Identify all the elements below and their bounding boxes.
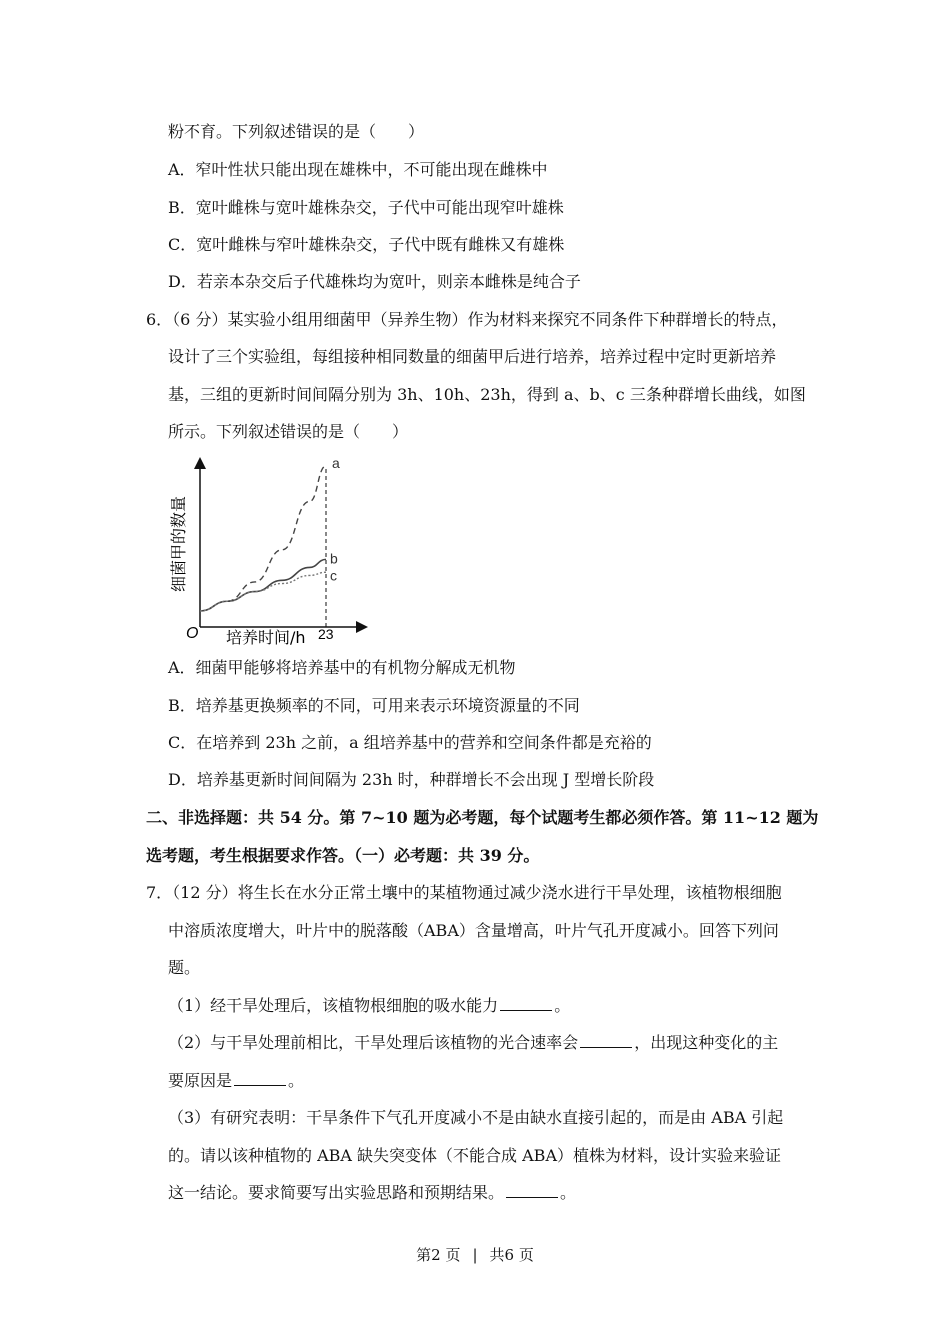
q7-part-1-end: 。 [554, 996, 571, 1015]
q7-part-3-blank[interactable] [506, 1183, 558, 1198]
q7-part-2-cont [168, 1070, 304, 1092]
footer-separator: | [472, 1246, 478, 1264]
q7-part-3-end: 。 [560, 1183, 577, 1202]
x-tick-23: 23 [318, 626, 334, 642]
q7-part-2-text-b: ，出现这种变化的主 [634, 1033, 779, 1052]
q6-stem-line-2: 设计了三个实验组，每组接种相同数量的细菌甲后进行培养，培养过程中定时更新培养 [168, 347, 777, 366]
q7-part-1 [168, 995, 570, 1017]
q7-stem-line-2: 中溶质浓度增大，叶片中的脱落酸（ABA）含量增高，叶片气孔开度减小。回答下列问 [168, 921, 779, 940]
q6-stem-line-3: 基，三组的更新时间间隔分别为 3h、10h、23h，得到 a、b、c 三条种群增长曲线，如图 [168, 385, 806, 404]
section2-heading-line-1: 二、非选择题：共 54 分。第 7~10 题为必考题，每个试题考生都必须作答。第 11~12 题为 [146, 808, 819, 827]
q7-part-2-blank-2[interactable] [234, 1071, 286, 1086]
origin-label: O [186, 625, 199, 642]
q7-part-3-line-3 [168, 1182, 576, 1204]
growth-curve-chart [168, 452, 378, 652]
q5-option-a: A．窄叶性状只能出现在雄株中，不可能出现在雌株中 [168, 160, 548, 179]
q7-part-3-line-2: 的。请以该种植物的 ABA 缺失突变体（不能合成 ABA）植株为材料，设计实验来验证 [168, 1146, 781, 1165]
series-a-label: a [332, 455, 340, 471]
q7-part-1-blank[interactable] [500, 996, 552, 1011]
q7-part-2-text-c: 要原因是 [168, 1071, 233, 1090]
q5-option-b: B．宽叶雌株与宽叶雄株杂交，子代中可能出现窄叶雄株 [168, 198, 564, 217]
footer-total-pages: 共6 页 [489, 1246, 534, 1264]
q6-stem-line-1: 6．（6 分）某实验小组用细菌甲（异养生物）作为材料来探究不同条件下种群增长的特点， [146, 310, 788, 329]
series-c-curve [200, 572, 326, 611]
series-c-label: c [330, 567, 337, 584]
x-axis-label: 培养时间/h [226, 628, 306, 647]
q7-part-3-line-1: （3）有研究表明：干旱条件下气孔开度减小不是由缺水直接引起的，而是由 ABA 引起 [168, 1108, 784, 1127]
q7-part-2 [168, 1032, 778, 1054]
q7-part-2-text: （2）与干旱处理前相比，干旱处理后该植物的光合速率会 [168, 1033, 579, 1052]
q7-part-2-blank-1[interactable] [580, 1033, 632, 1048]
q5-option-d: D．若亲本杂交后子代雄株均为宽叶，则亲本雌株是纯合子 [168, 272, 581, 291]
q6-option-d: D．培养基更新时间间隔为 23h 时，种群增长不会出现 J 型增长阶段 [168, 770, 655, 789]
q7-part-3-text: 这一结论。要求简要写出实验思路和预期结果。 [168, 1183, 505, 1202]
q6-option-a: A．细菌甲能够将培养基中的有机物分解成无机物 [168, 658, 516, 677]
q6-option-b: B．培养基更换频率的不同，可用来表示环境资源量的不同 [168, 696, 580, 715]
series-b-label: b [330, 550, 338, 567]
q6-stem-line-4: 所示。下列叙述错误的是（ ） [168, 422, 409, 441]
q7-part-1-text: （1）经干旱处理后，该植物根细胞的吸水能力 [168, 996, 499, 1015]
q7-part-2-end: 。 [288, 1071, 305, 1090]
q7-stem-line-1: 7．（12 分）将生长在水分正常土壤中的某植物通过减少浇水进行干旱处理，该植物根细胞 [146, 883, 782, 902]
series-group [200, 455, 340, 611]
footer-page-number: 第2 页 [416, 1246, 461, 1264]
q5-option-c: C．宽叶雌株与窄叶雄株杂交，子代中既有雌株又有雄株 [168, 235, 565, 254]
q7-stem-line-3: 题。 [168, 958, 201, 977]
y-axis-label: 细菌甲的数量 [169, 495, 188, 592]
q5-stem-tail: 粉不育。下列叙述错误的是（ ） [168, 122, 425, 141]
page-footer [0, 1244, 950, 1265]
section2-heading-line-2: 选考题，考生根据要求作答。（一）必考题：共 39 分。 [146, 846, 540, 865]
q6-option-c: C．在培养到 23h 之前，a 组培养基中的营养和空间条件都是充裕的 [168, 733, 652, 752]
